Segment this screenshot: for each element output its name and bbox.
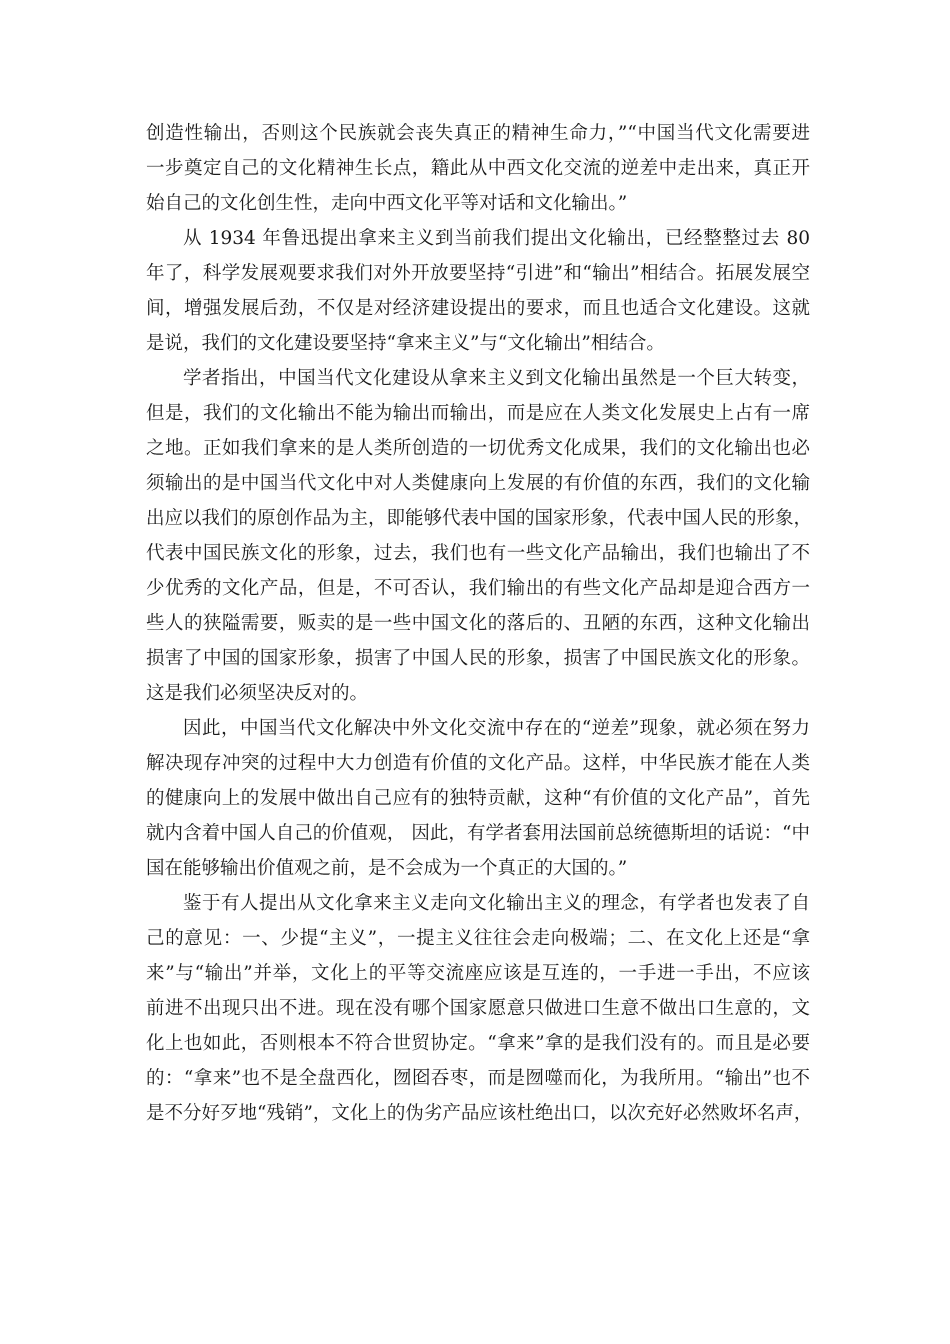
text-line: 化上也如此，否则根本不符合世贸协定。“拿来”拿的是我们没有的。而且是必要 (146, 1033, 810, 1054)
text-line: 损害了中国的国家形象，损害了中国人民的形象，损害了中国民族文化的形象。 (146, 648, 810, 669)
document-body (146, 116, 813, 1131)
text-line: 须输出的是中国当代文化中对人类健康向上发展的有价值的东西，我们的文化输 (146, 473, 810, 494)
text-line: 来”与“输出”并举，文化上的平等交流座应该是互连的，一手进一手出，不应该 (146, 963, 810, 984)
text-line: 少优秀的文化产品，但是，不可否认，我们输出的有些文化产品却是迎合西方一 (146, 578, 810, 599)
text-line: 的：“拿来”也不是全盘西化，囫囵吞枣，而是囫噬而化，为我所用。“输出”也不 (146, 1068, 810, 1089)
text-line: 鉴于有人提出从文化拿来主义走向文化输出主义的理念，有学者也发表了自 (183, 893, 810, 914)
text-line: 创造性输出，否则这个民族就会丧失真正的精神生命力，”“中国当代文化需要进 (146, 123, 810, 144)
text-line: 但是，我们的文化输出不能为输出而输出，而是应在人类文化发展史上占有一席 (146, 403, 810, 424)
text-line: 是不分好歹地“残销”，文化上的伪劣产品应该杜绝出口，以次充好必然败坏名声， (146, 1103, 813, 1124)
text-line: 间，增强发展后劲，不仅是对经济建设提出的要求，而且也适合文化建设。这就 (146, 298, 810, 319)
text-line: 这是我们必须坚决反对的。 (146, 683, 369, 704)
paragraph-1 (146, 116, 810, 221)
text-line: 出应以我们的原创作品为主，即能够代表中国的国家形象，代表中国人民的形象， (146, 508, 813, 529)
text-line: 因此，中国当代文化解决中外文化交流中存在的“逆差”现象，就必须在努力 (183, 718, 810, 739)
text-line: 学者指出，中国当代文化建设从拿来主义到文化输出虽然是一个巨大转变， (183, 368, 810, 389)
paragraph-5 (146, 886, 813, 1131)
text-line: 的健康向上的发展中做出自己应有的独特贡献，这种“有价值的文化产品”，首先 (146, 788, 810, 809)
text-line: 己的意见：一、少提“主义”，一提主义往往会走向极端；二、在文化上还是“拿 (146, 928, 810, 949)
text-line: 代表中国民族文化的形象，过去，我们也有一些文化产品输出，我们也输出了不 (146, 543, 810, 564)
text-line: 解决现存冲突的过程中大力创造有价值的文化产品。这样，中华民族才能在人类 (146, 753, 810, 774)
text-line: 年了，科学发展观要求我们对外开放要坚持“引进”和“输出”相结合。拓展发展空 (146, 263, 810, 284)
text-line: 前进不出现只出不进。现在没有哪个国家愿意只做进口生意不做出口生意的，文 (146, 998, 810, 1019)
paragraph-2 (146, 221, 810, 361)
text-line: 国在能够输出价值观之前，是不会成为一个真正的大国的。” (146, 858, 628, 879)
text-line: 一步奠定自己的文化精神生长点，籍此从中西文化交流的逆差中走出来，真正开 (146, 158, 810, 179)
text-line: 是说，我们的文化建设要坚持“拿来主义”与“文化输出”相结合。 (146, 333, 665, 354)
text-line: 就内含着中国人自己的价值观， 因此，有学者套用法国前总统德斯坦的话说：“中 (146, 823, 810, 844)
paragraph-3 (146, 361, 813, 711)
text-line: 从 1934 年鲁迅提出拿来主义到当前我们提出文化输出，已经整整过去 80 (183, 228, 810, 249)
text-line: 始自己的文化创生性，走向中西文化平等对话和文化输出。” (146, 193, 628, 214)
text-line: 些人的狭隘需要，贩卖的是一些中国文化的落后的、丑陋的东西，这种文化输出 (146, 613, 810, 634)
paragraph-4 (146, 711, 810, 886)
text-line: 之地。正如我们拿来的是人类所创造的一切优秀文化成果，我们的文化输出也必 (146, 438, 810, 459)
